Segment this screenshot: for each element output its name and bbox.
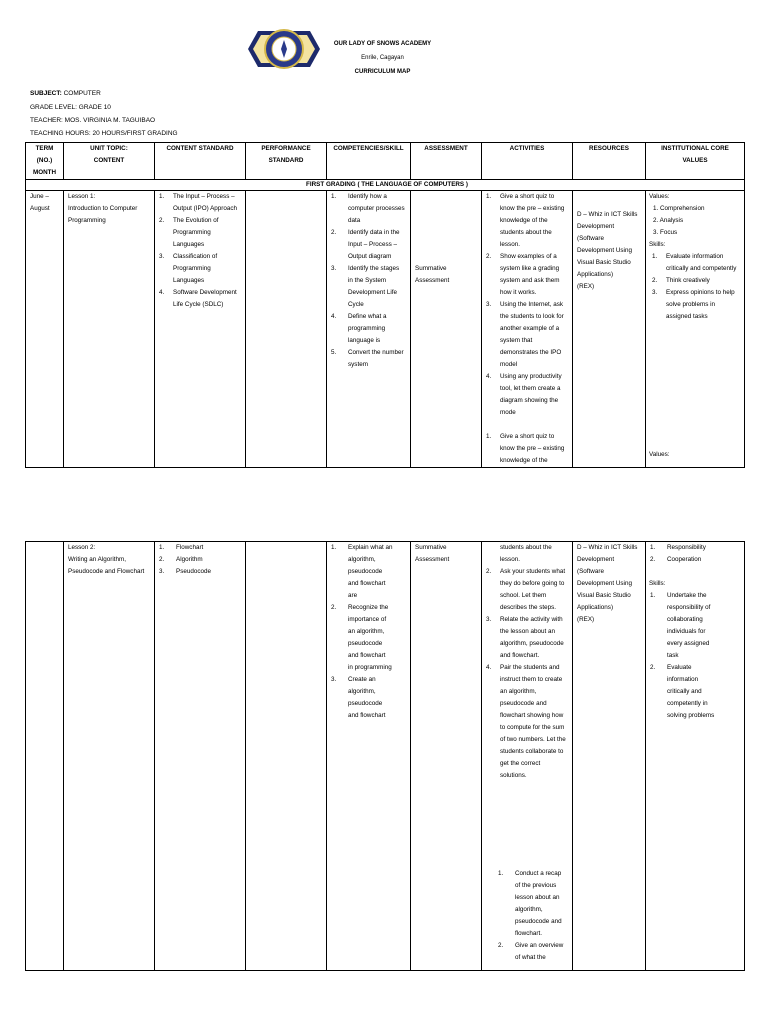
values-label: Values: <box>649 193 670 200</box>
assessment-l2: Assessment <box>415 277 450 284</box>
teacher-line: TEACHER: MOS. VIRGINIA M. TAGUIBAO <box>30 117 156 124</box>
list-item-line: Evaluate information <box>666 253 724 260</box>
list-item-line: Languages <box>173 277 205 284</box>
list-item-line: pseudocode <box>348 568 383 575</box>
list-item-line: algorithm, <box>515 906 543 913</box>
list-item-line: Give an overview <box>515 942 564 949</box>
list-item-line: Languages <box>173 241 205 248</box>
list-number: 1. <box>498 870 504 877</box>
list-number: 2. <box>331 229 337 236</box>
list-item-line: Give a short quiz to <box>500 433 555 440</box>
list-item-line: importance of <box>348 616 387 623</box>
list-item <box>482 614 572 662</box>
list-item <box>646 554 744 566</box>
list-item-line: Pair the students and <box>500 664 560 671</box>
list-item-line: and flowchart <box>348 712 386 719</box>
text-line: 3. Focus <box>653 229 678 236</box>
list-item-line: programming <box>348 325 386 332</box>
list-item-line: system and ask them <box>500 277 560 284</box>
list-item-line: students collaborate to <box>500 748 564 755</box>
text-line: Visual Basic Studio <box>577 592 631 599</box>
competencies-list <box>327 191 410 371</box>
values-label-b: Values: <box>649 451 670 458</box>
list-item-line: school. Let them <box>500 592 547 599</box>
list-item-line: an algorithm, <box>348 628 385 635</box>
skills-label: Skills: <box>649 241 666 248</box>
list-item-line: Express opinions to help <box>666 289 735 296</box>
col-values-l2: VALUES <box>682 157 708 164</box>
list-item-line: Output diagram <box>348 253 392 260</box>
assessment2-l1: Summative <box>415 544 447 551</box>
list-number: 3. <box>486 301 492 308</box>
list-item-line: in programming <box>348 664 392 671</box>
list-item-line: lesson about an <box>515 894 560 901</box>
list-item-line: knowledge of the <box>500 217 548 224</box>
list-item <box>327 542 410 602</box>
skills-list-2 <box>646 590 744 722</box>
list-number: 2. <box>486 568 492 575</box>
list-item <box>646 590 744 662</box>
row1-content-standard <box>155 191 246 468</box>
list-item-line: of the previous <box>515 882 557 889</box>
list-item-line: know the pre – existing <box>500 445 565 452</box>
list-item <box>482 371 572 419</box>
col-values-l1: INSTITUTIONAL CORE <box>661 145 729 152</box>
term-l1: June – <box>30 193 49 200</box>
row1-performance-standard <box>246 191 327 468</box>
text-line: Development <box>577 556 615 563</box>
competencies-list-2 <box>327 542 410 722</box>
col-unit-l2: CONTENT <box>93 157 125 164</box>
activities-list-2b <box>494 868 572 964</box>
resources-list-2 <box>577 542 645 626</box>
list-item-line: an algorithm, <box>500 688 537 695</box>
curriculum-table-page2 <box>25 541 745 971</box>
list-item-line: instruct them to create <box>500 676 563 683</box>
activities-list-2 <box>482 566 572 782</box>
list-item-line: The Input – Process – <box>173 193 235 200</box>
list-number: 2. <box>650 556 656 563</box>
list-number: 1. <box>652 253 658 260</box>
school-location: Enrile, Cagayan <box>361 55 404 61</box>
list-item-line: students about the <box>500 229 552 236</box>
list-number: 1. <box>486 193 492 200</box>
list-item-line: and flowchart <box>348 580 386 587</box>
activities-cont <box>482 542 572 566</box>
content-standard-list <box>155 191 245 311</box>
section-title: FIRST GRADING ( THE LANGUAGE OF COMPUTERS ) <box>26 180 745 191</box>
row2-competencies <box>327 542 411 971</box>
text-line: Applications) <box>577 604 614 611</box>
list-number: 3. <box>331 265 337 272</box>
text-line: students about the <box>500 544 552 551</box>
list-item-line: Programming <box>173 229 211 236</box>
list-item-line: Recognize the <box>348 604 389 611</box>
list-item <box>155 554 245 566</box>
list-item <box>482 251 572 299</box>
list-number: 2. <box>159 217 165 224</box>
list-item-line: in the System <box>348 277 387 284</box>
text-line: 1. Comprehension <box>653 205 705 212</box>
col-performance-standard <box>246 143 327 180</box>
list-number: 1. <box>331 193 337 200</box>
row1-assessment <box>411 191 482 468</box>
list-item-line: critically and <box>667 688 702 695</box>
unit2-l1: Lesson 2: <box>68 544 96 551</box>
row2-assessment <box>411 542 482 971</box>
list-item-line: Cycle <box>348 301 364 308</box>
activities-list-b <box>482 431 572 467</box>
text-line: Visual Basic Studio <box>577 259 631 266</box>
row1-core-values <box>646 191 745 468</box>
list-item <box>482 662 572 782</box>
list-item-line: of what the <box>515 954 546 961</box>
list-item-line: Cooperation <box>667 556 702 563</box>
list-item-line: another example of a <box>500 325 560 332</box>
list-item-line: how it works. <box>500 289 537 296</box>
text-line: Applications) <box>577 271 614 278</box>
list-item <box>482 191 572 251</box>
list-item <box>494 868 572 940</box>
assessment-l1: Summative <box>415 265 447 272</box>
list-item-line: Ask your students what <box>500 568 566 575</box>
table-row-lesson1 <box>26 191 745 468</box>
list-item-line: Programming <box>173 265 211 272</box>
list-item <box>327 263 410 311</box>
list-item-line: Identify how a <box>348 193 387 200</box>
subject-label: SUBJECT: <box>30 90 62 97</box>
list-item <box>155 191 245 215</box>
list-number: 3. <box>486 616 492 623</box>
content-standard-list-2 <box>155 542 245 578</box>
list-item-line: Define what a <box>348 313 387 320</box>
col-term-l2: (NO.) <box>36 157 53 164</box>
list-item-line: know the pre – existing <box>500 205 565 212</box>
list-item <box>482 431 572 467</box>
list-item-line: model <box>500 361 518 368</box>
list-item-line: Convert the number <box>348 349 404 356</box>
list-item-line: are <box>348 592 358 599</box>
list-item-line: Algorithm <box>176 556 203 563</box>
col-core-values <box>646 143 745 180</box>
list-item-line: system like a grading <box>500 265 560 272</box>
grade-level: GRADE LEVEL: GRADE 10 <box>30 104 111 111</box>
list-number: 4. <box>486 664 492 671</box>
list-item-line: pseudocode and <box>515 918 562 925</box>
list-item-line: algorithm, <box>348 556 376 563</box>
list-number: 1. <box>331 544 337 551</box>
skills-label-2: Skills: <box>649 580 666 587</box>
curriculum-table-page1 <box>25 142 745 468</box>
list-item-line: and flowchart <box>348 652 386 659</box>
list-number: 2. <box>652 277 658 284</box>
list-item <box>494 940 572 964</box>
list-item-line: Pseudocode <box>176 568 212 575</box>
list-item-line: Output (IPO) Approach <box>173 205 238 212</box>
list-number: 2. <box>331 604 337 611</box>
list-item <box>646 542 744 554</box>
values-list <box>649 203 744 239</box>
list-item <box>482 566 572 614</box>
col-assessment: ASSESSMENT <box>411 143 482 180</box>
text-line: (REX) <box>577 616 595 623</box>
list-number: 2. <box>486 253 492 260</box>
row2-resources <box>573 542 646 971</box>
list-item-line: the lesson about an <box>500 628 555 635</box>
text-line: (Software <box>577 235 604 242</box>
list-item-line: they do before going to <box>500 580 565 587</box>
list-item-line: Input – Process – <box>348 241 398 248</box>
table-row-lesson2 <box>26 542 745 971</box>
list-item-line: The Evolution of <box>173 217 219 224</box>
resources-list <box>577 209 645 293</box>
col-term-l1: TERM <box>35 145 54 152</box>
list-item-line: solutions. <box>500 772 527 779</box>
subject-value: COMPUTER <box>63 90 101 97</box>
list-item-line: flowchart showing how <box>500 712 564 719</box>
text-line: Development Using <box>577 580 632 587</box>
list-number: 3. <box>159 253 165 260</box>
col-activities: ACTIVITIES <box>482 143 573 180</box>
activities-list <box>482 191 572 419</box>
skills-list <box>648 251 744 323</box>
list-number: 4. <box>331 313 337 320</box>
list-item-line: Classification of <box>173 253 218 260</box>
list-number: 3. <box>159 568 165 575</box>
list-item-line: language is <box>348 337 381 344</box>
list-item-line: Using the Internet, ask <box>500 301 564 308</box>
list-item <box>327 674 410 722</box>
text-line: D – Whiz in ICT Skills <box>577 211 638 218</box>
list-item-line: diagram showing the <box>500 397 559 404</box>
list-item-line: data <box>348 217 361 224</box>
text-line: (REX) <box>577 283 595 290</box>
row2-core-values <box>646 542 745 971</box>
text-line: (Software <box>577 568 604 575</box>
list-item <box>482 299 572 371</box>
list-item <box>155 251 245 287</box>
col-term-l3: MONTH <box>32 169 57 176</box>
col-resources: RESOURCES <box>573 143 646 180</box>
list-item-line: Relate the activity with <box>500 616 563 623</box>
list-item-line: Development Life <box>348 289 398 296</box>
list-item <box>155 287 245 311</box>
col-perf-l2: STANDARD <box>268 157 304 164</box>
list-item-line: lesson. <box>500 241 520 248</box>
list-item-line: system that <box>500 337 533 344</box>
list-item-line: solving problems <box>667 712 715 719</box>
list-item-line: collaborating <box>667 616 703 623</box>
text-line: 2. Analysis <box>653 217 684 224</box>
list-item-line: Software Development <box>173 289 237 296</box>
list-item <box>155 542 245 554</box>
unit-l1: Lesson 1: <box>68 193 96 200</box>
row1-competencies <box>327 191 411 468</box>
col-competencies: COMPETENCIES/SKILL <box>327 143 411 180</box>
list-item-line: get the correct <box>500 760 541 767</box>
list-number: 1. <box>159 544 165 551</box>
values-list-2 <box>646 542 744 566</box>
list-item-line: solve problems in <box>666 301 715 308</box>
col-unit-topic <box>64 143 155 180</box>
row1-term <box>26 191 64 468</box>
list-number: 1. <box>650 544 656 551</box>
list-number: 3. <box>652 289 658 296</box>
col-term <box>26 143 64 180</box>
list-item-line: Create an <box>348 676 376 683</box>
list-item-line: demonstrates the IPO <box>500 349 562 356</box>
list-item-line: Life Cycle (SDLC) <box>173 301 224 308</box>
list-number: 5. <box>331 349 337 356</box>
text-line: D – Whiz in ICT Skills <box>577 544 638 551</box>
list-item-line: responsibility of <box>667 604 711 611</box>
row1-resources <box>573 191 646 468</box>
list-item-line: critically and competently <box>666 265 737 272</box>
row1-unit <box>64 191 155 468</box>
list-item <box>648 287 744 323</box>
col-content-standard: CONTENT STANDARD <box>155 143 246 180</box>
row2-performance-standard <box>246 542 327 971</box>
list-number: 2. <box>650 664 656 671</box>
list-item-line: describes the steps. <box>500 604 557 611</box>
list-number: 1. <box>486 433 492 440</box>
row1-activities <box>482 191 573 468</box>
document-title: CURRICULUM MAP <box>354 69 411 75</box>
list-item <box>648 275 744 287</box>
subject-line <box>30 88 101 100</box>
list-item-line: to compute for the sum <box>500 724 565 731</box>
row2-term <box>26 542 64 971</box>
list-number: 3. <box>331 676 337 683</box>
unit-l2: Introduction to Computer <box>68 205 138 212</box>
list-item-line: knowledge of the <box>500 457 548 464</box>
teaching-hours: TEACHING HOURS: 20 HOURS/FIRST GRADING <box>30 130 178 137</box>
unit2-l2: Writing an Algorithm, <box>68 556 126 563</box>
list-item-line: system <box>348 361 368 368</box>
list-item-line: information <box>667 676 699 683</box>
unit2-l3: Pseudocode and Flowchart <box>68 568 145 575</box>
list-item-line: competently in <box>667 700 708 707</box>
list-item <box>155 566 245 578</box>
list-item <box>327 191 410 227</box>
text-line: Development Using <box>577 247 632 254</box>
term-l2: August <box>30 205 50 212</box>
list-item-line: Explain what an <box>348 544 393 551</box>
list-item-line: mode <box>500 409 516 416</box>
row2-content-standard <box>155 542 246 971</box>
list-item-line: every assigned <box>667 640 710 647</box>
list-item-line: pseudocode and <box>500 700 547 707</box>
list-item <box>327 311 410 347</box>
list-item-line: Responsibility <box>667 544 706 551</box>
header-row <box>26 143 745 180</box>
list-number: 2. <box>498 942 504 949</box>
list-item-line: of two numbers. Let the <box>500 736 566 743</box>
list-item-line: pseudocode <box>348 700 383 707</box>
list-item-line: tool, let them create a <box>500 385 561 392</box>
text-line: Development <box>577 223 615 230</box>
list-item-line: Show examples of a <box>500 253 557 260</box>
list-item-line: computer processes <box>348 205 405 212</box>
assessment2-l2: Assessment <box>415 556 450 563</box>
list-item-line: assigned tasks <box>666 313 708 320</box>
list-item-line: Identify data in the <box>348 229 400 236</box>
unit-l3: Programming <box>68 217 106 224</box>
list-item-line: Undertake the <box>667 592 707 599</box>
list-item-line: Using any productivity <box>500 373 562 380</box>
list-item-line: Give a short quiz to <box>500 193 555 200</box>
list-number: 1. <box>650 592 656 599</box>
list-number: 2. <box>159 556 165 563</box>
list-item-line: the students to look for <box>500 313 564 320</box>
list-item-line: pseudocode <box>348 640 383 647</box>
list-item <box>327 227 410 263</box>
list-item-line: individuals for <box>667 628 706 635</box>
list-item <box>327 347 410 371</box>
list-item-line: algorithm, <box>348 688 376 695</box>
list-item-line: task <box>667 652 679 659</box>
list-item-line: Identify the stages <box>348 265 400 272</box>
list-item <box>155 215 245 251</box>
list-item-line: flowchart. <box>515 930 542 937</box>
list-item-line: Flowchart <box>176 544 204 551</box>
row2-unit <box>64 542 155 971</box>
col-perf-l1: PERFORMANCE <box>261 145 311 152</box>
school-name: OUR LADY OF SNOWS ACADEMY <box>333 41 432 47</box>
list-item-line: Evaluate <box>667 664 692 671</box>
list-item-line: Think creatively <box>666 277 710 284</box>
row2-activities <box>482 542 573 971</box>
list-number: 4. <box>159 289 165 296</box>
text-line: lesson. <box>500 556 520 563</box>
list-item-line: algorithm, pseudocode <box>500 640 564 647</box>
list-number: 1. <box>159 193 165 200</box>
list-item <box>646 662 744 722</box>
list-item <box>648 251 744 275</box>
list-item <box>327 602 410 674</box>
list-number: 4. <box>486 373 492 380</box>
col-unit-l1: UNIT TOPIC: <box>90 145 128 152</box>
list-item-line: and flowchart. <box>500 652 540 659</box>
list-item-line: Conduct a recap <box>515 870 562 877</box>
